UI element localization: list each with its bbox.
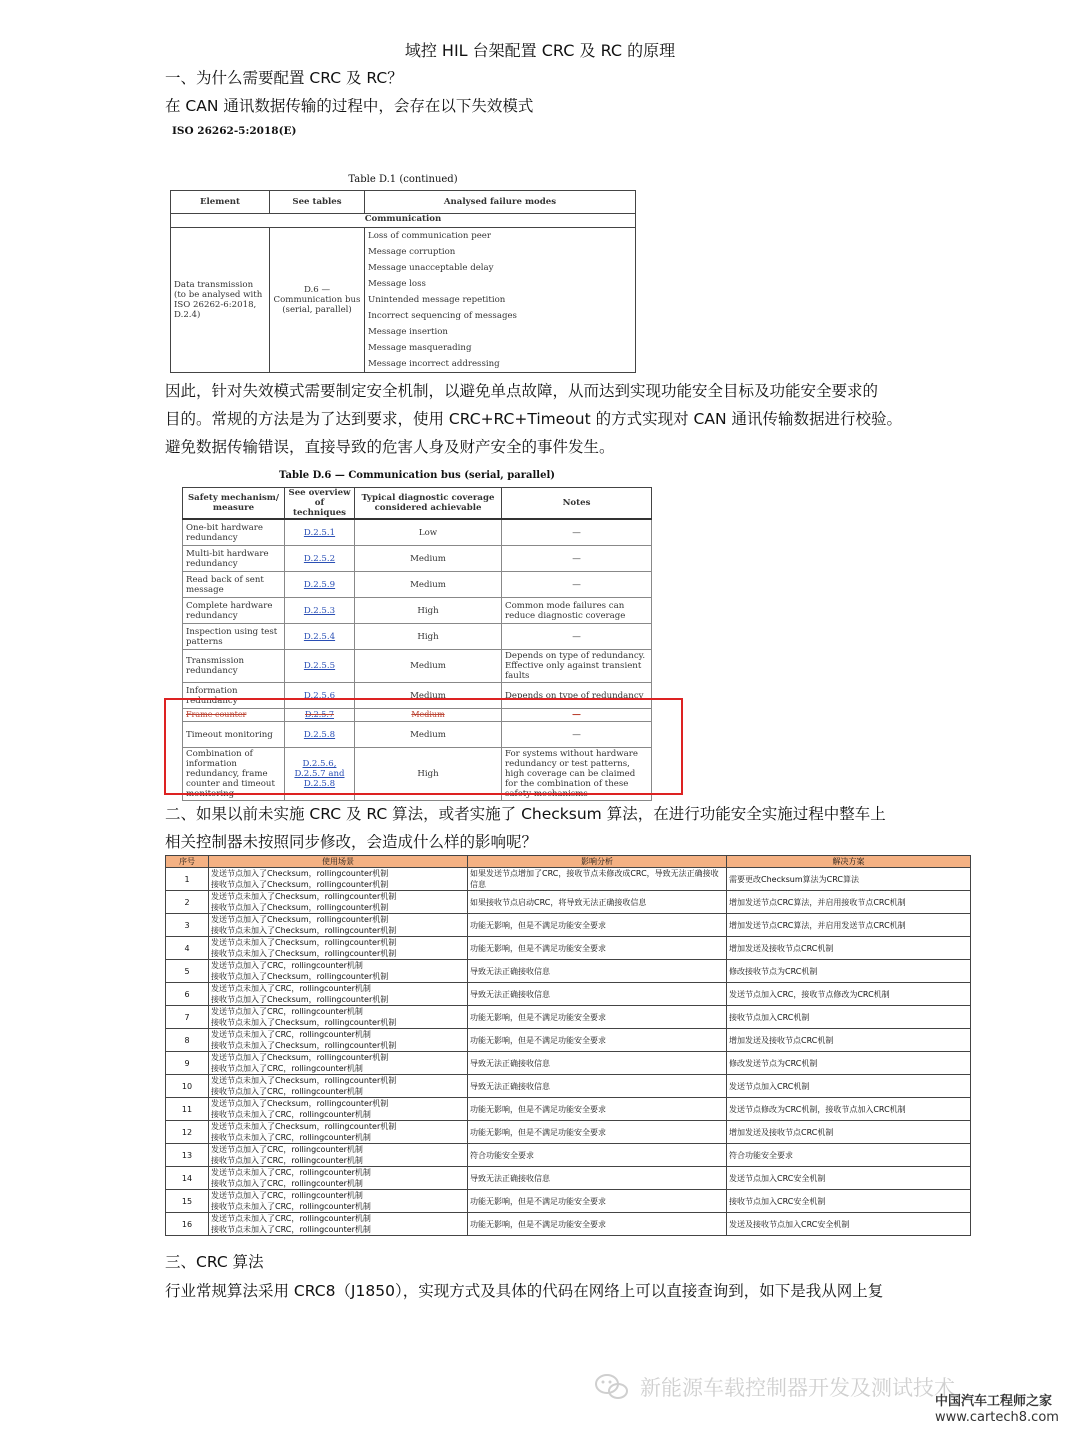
- table-d6-mechanism: Complete hardware redundancy: [183, 598, 285, 624]
- scenario-row: [166, 937, 971, 960]
- table-d6-mechanism: Transmission redundancy: [183, 650, 285, 683]
- failure-mode: Message masquerading: [368, 343, 472, 353]
- scenario-usage: [209, 1029, 468, 1052]
- scenario-index: 13: [166, 1144, 209, 1167]
- table-d6-coverage: Medium: [355, 683, 502, 709]
- table-d6-row: [183, 546, 652, 572]
- scenario-index: 9: [166, 1052, 209, 1075]
- scenario-usage: [209, 983, 468, 1006]
- scenario-solution: 发送节点加入CRC安全机制: [727, 1167, 971, 1190]
- table-d6-coverage: High: [355, 598, 502, 624]
- table-d1-header: Element: [171, 191, 270, 214]
- table-d6-coverage: Medium: [355, 572, 502, 598]
- table-d6-header: Notes: [502, 488, 652, 520]
- table-d6-coverage: Medium: [355, 546, 502, 572]
- scenario-usage: [209, 1190, 468, 1213]
- table-d6-coverage: High: [355, 624, 502, 650]
- table-d6-note: Depends on type of redundancy. Effective only against transient faults: [502, 650, 652, 683]
- scenario-row: [166, 960, 971, 983]
- usage-sender: 发送节点加入了Checksum，rollingcounter机制: [211, 869, 389, 878]
- scenario-impact: 导致无法正确接收信息: [468, 1075, 727, 1098]
- scenario-solution: 修改发送节点为CRC机制: [727, 1052, 971, 1075]
- usage-receiver: 接收节点未加入了CRC，rollingcounter机制: [211, 1225, 371, 1234]
- usage-sender: 发送节点未加入了CRC，rollingcounter机制: [211, 1168, 371, 1177]
- table-d6-note: —: [502, 546, 652, 572]
- scenario-usage: [209, 1121, 468, 1144]
- table-d6-note: Common mode failures can reduce diagnostic coverage: [502, 598, 652, 624]
- table-d6-mechanism: Information redundancy: [183, 683, 285, 709]
- scenario-row: [166, 1144, 971, 1167]
- usage-sender: 发送节点加入了CRC，rollingcounter机制: [211, 1007, 363, 1016]
- scenario-impact: 导致无法正确接收信息: [468, 1052, 727, 1075]
- scenario-row: [166, 891, 971, 914]
- table-d6-ref[interactable]: [285, 624, 355, 650]
- technique-link[interactable]: D.2.5.9: [303, 579, 336, 590]
- scenario-usage: [209, 891, 468, 914]
- scenario-impact: 导致无法正确接收信息: [468, 1167, 727, 1190]
- highlight-box: [164, 698, 683, 795]
- usage-sender: 发送节点未加入了CRC，rollingcounter机制: [211, 1030, 371, 1039]
- table-d1-section: Communication: [171, 214, 636, 228]
- page-title: 域控 HIL 台架配置 CRC 及 RC 的原理: [404, 41, 676, 60]
- scenario-impact: 功能无影响，但是不满足功能安全要求: [468, 1213, 727, 1236]
- scenario-index: 5: [166, 960, 209, 983]
- scenario-row: [166, 1213, 971, 1236]
- table-d6-mechanism: Combination of information redundancy, frame counter and timeout monitoring: [183, 748, 285, 801]
- technique-link[interactable]: D.2.5.2: [303, 553, 336, 564]
- usage-receiver: 接收节点加入了Checksum，rollingcounter机制: [211, 880, 389, 889]
- usage-sender: 发送节点加入了CRC，rollingcounter机制: [211, 961, 363, 970]
- technique-link[interactable]: D.2.5.8: [303, 729, 336, 740]
- table-d6-ref[interactable]: [285, 598, 355, 624]
- table-d1-header: Analysed failure modes: [365, 191, 636, 214]
- wechat-icon: [594, 1372, 630, 1402]
- failure-mode: Loss of communication peer: [368, 231, 491, 241]
- usage-sender: 发送节点未加入了CRC，rollingcounter机制: [211, 1214, 371, 1223]
- failure-mode: Message loss: [368, 279, 426, 289]
- scenario-row: [166, 1006, 971, 1029]
- scenario-solution: 增加发送及接收节点CRC机制: [727, 937, 971, 960]
- table-d6-mechanism: Timeout monitoring: [183, 722, 285, 748]
- table-d6-coverage: Medium: [355, 722, 502, 748]
- usage-receiver: 接收节点未加入了Checksum，rollingcounter机制: [211, 1018, 397, 1027]
- table-d6-note: —: [502, 572, 652, 598]
- failure-mode: Message incorrect addressing: [368, 359, 500, 369]
- scenario-usage: [209, 1144, 468, 1167]
- scenario-impact: 功能无影响，但是不满足功能安全要求: [468, 914, 727, 937]
- scenario-solution: 接收节点加入CRC机制: [727, 1006, 971, 1029]
- usage-receiver: 接收节点未加入了Checksum，rollingcounter机制: [211, 1041, 397, 1050]
- scenario-usage: [209, 914, 468, 937]
- usage-sender: 发送节点加入了Checksum，rollingcounter机制: [211, 1053, 389, 1062]
- usage-receiver: 接收节点未加入了Checksum，rollingcounter机制: [211, 926, 397, 935]
- scenario-usage: [209, 1075, 468, 1098]
- scenario-row: [166, 868, 971, 891]
- failure-mode: Incorrect sequencing of messages: [368, 311, 517, 321]
- table-d1-element: Data transmission (to be analysed with ISO 26262-6:2018, D.2.4): [171, 228, 270, 373]
- table-d1-see-tables: D.6 — Communication bus (serial, parallel): [270, 228, 365, 373]
- usage-receiver: 接收节点加入了CRC，rollingcounter机制: [211, 1064, 363, 1073]
- scenario-usage: [209, 868, 468, 891]
- section1-intro: 在 CAN 通讯数据传输的过程中，会存在以下失效模式: [165, 97, 534, 115]
- scenario-usage: [209, 1213, 468, 1236]
- failure-mode: Unintended message repetition: [368, 295, 506, 305]
- table-d6-header: Typical diagnostic coverage considered achievable: [355, 488, 502, 520]
- scenario-impact: 功能无影响，但是不满足功能安全要求: [468, 937, 727, 960]
- table-d6-coverage: Medium: [355, 650, 502, 683]
- scenario-usage: [209, 937, 468, 960]
- scenario-solution: 发送节点加入CRC机制: [727, 1075, 971, 1098]
- section3-heading: 三、CRC 算法: [165, 1253, 264, 1271]
- table-d6-note: —: [502, 624, 652, 650]
- table-d6-row: [183, 650, 652, 683]
- section3-line: 行业常规算法采用 CRC8（J1850），实现方式及具体的代码在网络上可以直接查询到，如下是我从网上复: [165, 1282, 884, 1300]
- scenario-impact: 功能无影响，但是不满足功能安全要求: [468, 1006, 727, 1029]
- usage-sender: 发送节点未加入了Checksum，rollingcounter机制: [211, 1076, 397, 1085]
- usage-sender: 发送节点加入了CRC，rollingcounter机制: [211, 1145, 363, 1154]
- table-d6-mechanism: Frame counter: [183, 709, 285, 722]
- scenario-usage: [209, 960, 468, 983]
- technique-link[interactable]: D.2.5.6: [303, 690, 336, 701]
- scenario-impact: 功能无影响，但是不满足功能安全要求: [468, 1121, 727, 1144]
- scenario-table-body: [166, 868, 971, 1236]
- usage-receiver: 接收节点加入了CRC，rollingcounter机制: [211, 1179, 363, 1188]
- usage-sender: 发送节点加入了Checksum，rollingcounter机制: [211, 915, 389, 924]
- table-d6-note: —: [502, 722, 652, 748]
- usage-sender: 发送节点加入了CRC，rollingcounter机制: [211, 1191, 363, 1200]
- scenario-solution: 增加发送节点CRC算法，并启用接收节点CRC机制: [727, 891, 971, 914]
- scenario-row: [166, 983, 971, 1006]
- scenario-solution: 增加发送及接收节点CRC机制: [727, 1029, 971, 1052]
- scenario-solution: 接收节点加入CRC安全机制: [727, 1190, 971, 1213]
- technique-link[interactable]: D.2.5.3: [303, 605, 336, 616]
- scenario-usage: [209, 1006, 468, 1029]
- table-d6-mechanism: Read back of sent message: [183, 572, 285, 598]
- table-d6-coverage: High: [355, 748, 502, 801]
- scenario-impact: 如果发送节点增加了CRC，接收节点未修改成CRC，导致无法正确接收信息: [468, 868, 727, 891]
- scenario-row: [166, 1029, 971, 1052]
- usage-sender: 发送节点加入了Checksum，rollingcounter机制: [211, 1099, 389, 1108]
- usage-sender: 发送节点未加入了Checksum，rollingcounter机制: [211, 892, 397, 901]
- technique-link[interactable]: D.2.5.4: [303, 631, 336, 642]
- table-d6-mechanism: Multi-bit hardware redundancy: [183, 546, 285, 572]
- scenario-index: 3: [166, 914, 209, 937]
- scenario-header: 影响分析: [468, 856, 727, 868]
- scenario-index: 14: [166, 1167, 209, 1190]
- table-d6-coverage: Medium: [355, 709, 502, 722]
- usage-receiver: 接收节点未加入了CRC，rollingcounter机制: [211, 1133, 371, 1142]
- scenario-impact: 导致无法正确接收信息: [468, 960, 727, 983]
- usage-receiver: 接收节点加入了Checksum，rollingcounter机制: [211, 903, 389, 912]
- table-d6-row: [183, 598, 652, 624]
- table-d6-mechanism: One-bit hardware redundancy: [183, 519, 285, 546]
- failure-mode: Message corruption: [368, 247, 456, 257]
- technique-link[interactable]: D.2.5.6, D.2.5.7 and D.2.5.8: [294, 759, 345, 789]
- table-d6-ref[interactable]: [285, 572, 355, 598]
- usage-receiver: 接收节点加入了Checksum，rollingcounter机制: [211, 995, 389, 1004]
- scenario-solution: 修改接收节点为CRC机制: [727, 960, 971, 983]
- usage-receiver: 接收节点未加入了Checksum，rollingcounter机制: [211, 949, 397, 958]
- table-d6-coverage: Low: [355, 519, 502, 546]
- scenario-row: [166, 1167, 971, 1190]
- table-d6-note: Depends on type of redundancy: [502, 683, 652, 709]
- scenario-index: 10: [166, 1075, 209, 1098]
- scenario-impact: 导致无法正确接收信息: [468, 983, 727, 1006]
- usage-sender: 发送节点未加入了Checksum，rollingcounter机制: [211, 938, 397, 947]
- scenario-solution: 发送及接收节点加入CRC安全机制: [727, 1213, 971, 1236]
- table-d6-ref[interactable]: [285, 519, 355, 546]
- table-d6-mechanism: Inspection using test patterns: [183, 624, 285, 650]
- table-d6-note: —: [502, 519, 652, 546]
- scenario-solution: 发送节点修改为CRC机制，接收节点加入CRC机制: [727, 1098, 971, 1121]
- para2-line: 避免数据传输错误，直接导致的危害人身及财产安全的事件发生。: [165, 438, 615, 456]
- scenario-table: [165, 855, 971, 1236]
- scenario-impact: 符合功能安全要求: [468, 1144, 727, 1167]
- scenario-solution: 增加发送及接收节点CRC机制: [727, 1121, 971, 1144]
- scenario-header: 解决方案: [727, 856, 971, 868]
- section1-heading: 一、为什么需要配置 CRC 及 RC？: [165, 69, 403, 87]
- scenario-solution: 需要更改Checksum算法为CRC算法: [727, 868, 971, 891]
- usage-receiver: 接收节点未加入了CRC，rollingcounter机制: [211, 1110, 371, 1119]
- technique-link[interactable]: D.2.5.5: [303, 661, 336, 671]
- table-d1-header: See tables: [270, 191, 365, 214]
- scenario-index: 8: [166, 1029, 209, 1052]
- scenario-header: 使用场景: [209, 856, 468, 868]
- section2-line: 相关控制器未按照同步修改，会造成什么样的影响呢？: [165, 833, 538, 851]
- table-d6-note: —: [502, 709, 652, 722]
- scenario-row: [166, 1190, 971, 1213]
- scenario-impact: 如果接收节点启动CRC，将导致无法正确接收信息: [468, 891, 727, 914]
- scenario-usage: [209, 1167, 468, 1190]
- scenario-usage: [209, 1098, 468, 1121]
- para2-line: 因此，针对失效模式需要制定安全机制，以避免单点故障，从而达到实现功能安全目标及功能安全要求的: [165, 382, 879, 400]
- scenario-index: 2: [166, 891, 209, 914]
- table-d1-failure-modes: [365, 228, 636, 373]
- scenario-index: 15: [166, 1190, 209, 1213]
- scenario-index: 12: [166, 1121, 209, 1144]
- table-d1-caption: Table D.1 (continued): [348, 174, 458, 185]
- technique-link[interactable]: D.2.5.7: [304, 710, 335, 719]
- table-d6-ref[interactable]: [285, 546, 355, 572]
- scenario-row: [166, 1121, 971, 1144]
- table-d6-row: [183, 572, 652, 598]
- scenario-row: [166, 1052, 971, 1075]
- scenario-impact: 功能无影响，但是不满足功能安全要求: [468, 1098, 727, 1121]
- scenario-impact: 功能无影响，但是不满足功能安全要求: [468, 1190, 727, 1213]
- scenario-header: 序号: [166, 856, 209, 868]
- table-d6-note: For systems without hardware redundancy or test patterns, high coverage can be claimed for the combination of these safety mechanisms: [502, 748, 652, 801]
- scenario-index: 7: [166, 1006, 209, 1029]
- usage-receiver: 接收节点加入了CRC，rollingcounter机制: [211, 1087, 363, 1096]
- site-name: 中国汽车工程师之家: [935, 1394, 1053, 1409]
- section2-line: 二、如果以前未实施 CRC 及 RC 算法，或者实施了 Checksum 算法，在进行功能安全实施过程中整车上: [165, 805, 886, 823]
- failure-mode: Message unacceptable delay: [368, 263, 494, 273]
- watermark-text: 新能源车载控制器开发及测试技术: [640, 1376, 955, 1400]
- site-url: www.cartech8.com: [935, 1410, 1059, 1425]
- usage-sender: 发送节点未加入了Checksum，rollingcounter机制: [211, 1122, 397, 1131]
- scenario-solution: 增加发送节点CRC算法，并启用发送节点CRC机制: [727, 914, 971, 937]
- scenario-index: 1: [166, 868, 209, 891]
- scenario-row: [166, 1075, 971, 1098]
- scenario-index: 16: [166, 1213, 209, 1236]
- usage-receiver: 接收节点未加入了CRC，rollingcounter机制: [211, 1202, 371, 1211]
- table-d6-header: See overview of techniques: [285, 488, 355, 520]
- table-d6-row: [183, 624, 652, 650]
- scenario-index: 4: [166, 937, 209, 960]
- usage-receiver: 接收节点加入了Checksum，rollingcounter机制: [211, 972, 389, 981]
- usage-receiver: 接收节点加入了CRC，rollingcounter机制: [211, 1156, 363, 1165]
- failure-mode: Message insertion: [368, 327, 448, 337]
- scenario-solution: 发送节点加入CRC，接收节点修改为CRC机制: [727, 983, 971, 1006]
- scenario-impact: 功能无影响，但是不满足功能安全要求: [468, 1029, 727, 1052]
- iso-label: ISO 26262-5:2018(E): [172, 125, 297, 137]
- scenario-usage: [209, 1052, 468, 1075]
- scenario-row: [166, 1098, 971, 1121]
- table-d6-caption: Table D.6 — Communication bus (serial, parallel): [279, 470, 555, 481]
- table-d6-row: [183, 519, 652, 546]
- usage-sender: 发送节点未加入了CRC，rollingcounter机制: [211, 984, 371, 993]
- table-d6-ref[interactable]: [285, 650, 355, 683]
- scenario-solution: 符合功能安全要求: [727, 1144, 971, 1167]
- table-d1: [170, 190, 636, 373]
- scenario-index: 11: [166, 1098, 209, 1121]
- technique-link[interactable]: D.2.5.1: [303, 527, 336, 538]
- para2-line: 目的。常规的方法是为了达到要求，使用 CRC+RC+Timeout 的方式实现对 CAN 通讯传输数据进行校验。: [165, 410, 902, 428]
- scenario-index: 6: [166, 983, 209, 1006]
- table-d6-header: Safety mechanism/ measure: [183, 488, 285, 520]
- scenario-row: [166, 914, 971, 937]
